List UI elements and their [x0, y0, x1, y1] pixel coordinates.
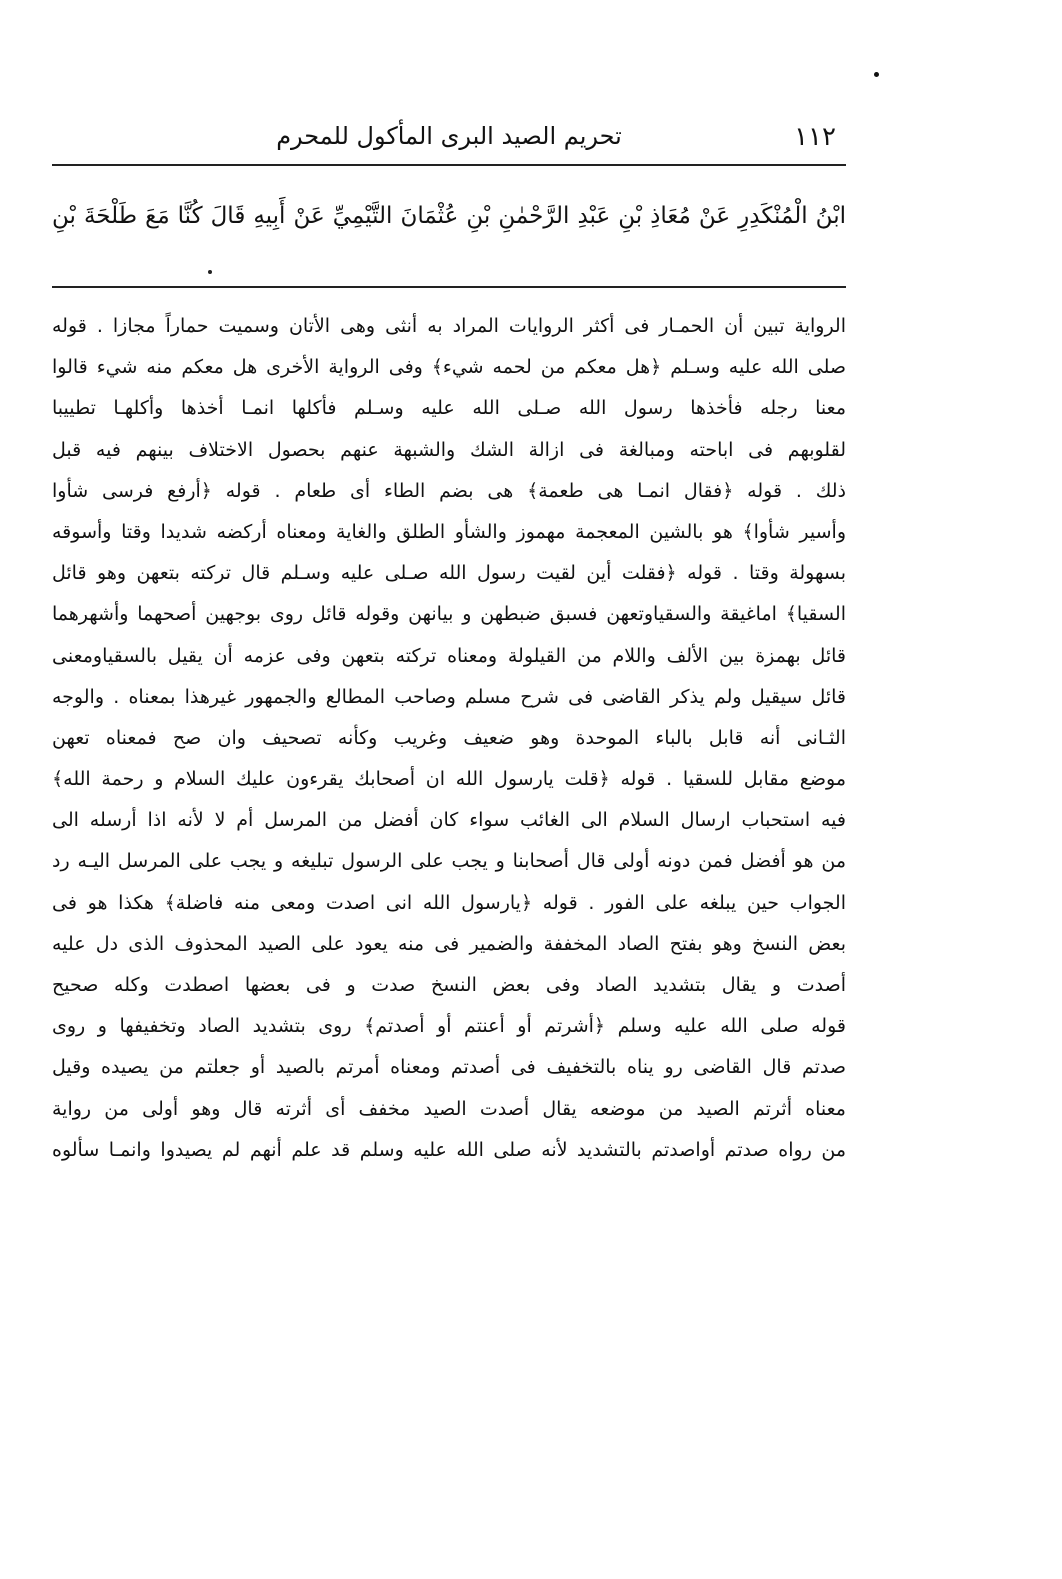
commentary-line: بسهولة وقتا . قوله ﴿فقلت أين لقيت رسول الله صـلى عليه وسـلم قال تركته بتعهن وهو قائل [52, 562, 846, 585]
running-head [52, 118, 846, 162]
ink-speck-small [208, 270, 212, 274]
ink-speck [874, 72, 879, 77]
commentary-line: فيه استحباب ارسال السلام الى الغائب سواء كان أفضل من المرسل أم لا لأنه اذا أرسله الى [52, 809, 846, 832]
hadith-text: ابْنُ الْمُنْكَدِرِ عَنْ مُعَاذِ بْنِ عَبْدِ الرَّحْمٰنِ بْنِ عُثْمَانَ التَّيْمِيِّ عَنْ أَبِيهِ قَالَ كُنَّا مَعَ طَلْحَةَ بْنِ [52, 203, 846, 229]
commentary-line: الرواية تبين أن الحمـار فى أكثر الروايات المراد به أنثى وهى الأتان وسميت حماراً مجازا . قوله [52, 315, 846, 337]
header-rule [52, 164, 846, 166]
commentary-line: من رواه صدتم أواصدتم بالتشديد لأنه صلى الله عليه وسلم قد علم أنهم لم يصيدوا وانمـا سألوه [52, 1138, 846, 1161]
commentary-line: قائل سيقيل ولم يذكر القاضى فى شرح مسلم وصاحب المطالع والجمهور غيرهذا بمعناه . والوجه [52, 685, 846, 708]
commentary-line: قائل بهمزة بين الألف واللام من القيلولة ومعناه تركته بتعهن وفى عزمه أن يقيل بالسقياومعنى [52, 644, 846, 667]
commentary-line: أصدت و يقال بتشديد الصاد وفى بعض النسخ صدت و فى بعضها اصطدت وكله صحيح [52, 974, 846, 996]
page-number: ١١٢ [794, 122, 836, 152]
commentary-line: بعض النسخ وهو بفتح الصاد المخففة والضمير فى منه يعود على الصيد المحذوف الذى دل عليه [52, 932, 846, 955]
commentary-line: صدتم قال القاضى رو يناه بالتخفيف فى أصدتم ومعناه أمرتم بالصيد أو جعلتم من يصيده وقيل [52, 1056, 846, 1079]
commentary-line: وأسير شأوا﴾ هو بالشين المعجمة مهموز والشأو الطلق والغاية ومعناه أركضه شديدا وقتا وأسوقه [52, 520, 846, 543]
commentary-block [52, 306, 846, 1171]
commentary-line: معنا رجله فأخذها رسول الله صـلى الله عليه وسـلم فأكلها انمـا أخذها وأكلهـا تطييبا [52, 397, 846, 420]
commentary-line: ذلك . قوله ﴿فقال انمـا هى طعمة﴾ هى بضم الطاء أى طعام . قوله ﴿أرفع فرسى شأوا [52, 479, 846, 502]
commentary-line: الثـانى أنه قابل بالباء الموحدة وهو ضعيف وغريب وكأنه تصحيف وان صح فمعناه تعهن [52, 726, 846, 749]
commentary-line: قوله صلى الله عليه وسلم ﴿أشرتم أو أعنتم أو أصدتم﴾ روى بتشديد الصاد وتخفيفها و روى [52, 1015, 846, 1038]
commentary-line: معناه أثرتم الصيد من موضعه يقال أصدت الصيد مخفف أى أثرته قال وهو أولى من رواية [52, 1097, 846, 1120]
separator-rule [52, 286, 846, 288]
commentary-line: صلى الله عليه وسـلم ﴿هل معكم من لحمه شيء﴾ وفى الرواية الأخرى هل معكم منه شيء قالوا [52, 356, 846, 379]
commentary-line: موضع مقابل للسقيا . قوله ﴿قلت يارسول الله ان أصحابك يقرءون عليك السلام و رحمة الله﴾ [52, 768, 846, 791]
commentary-line: من هو أفضل فمن دونه أولى قال أصحابنا و يجب على الرسول تبليغه و يجب على المرسل اليـه رد [52, 850, 846, 873]
commentary-line: السقيا﴾ اماغيقة والسقياوتعهن فسبق ضبطهن و بيانهن وقوله قائل روى بوجهين أصحهما وأشهرهما [52, 603, 846, 626]
commentary-line: الجواب حين يبلغه على الفور . قوله ﴿يارسول الله انى اصدت ومعى منه فاضلة﴾ هكذا هو فى [52, 891, 846, 914]
commentary-line: لقلوبهم فى اباحته ومبالغة فى ازالة الشك والشبهة عنهم بحصول الاختلاف بينهم فيه قبل [52, 438, 846, 461]
running-title: تحريم الصيد البرى المأكول للمحرم [276, 122, 622, 150]
